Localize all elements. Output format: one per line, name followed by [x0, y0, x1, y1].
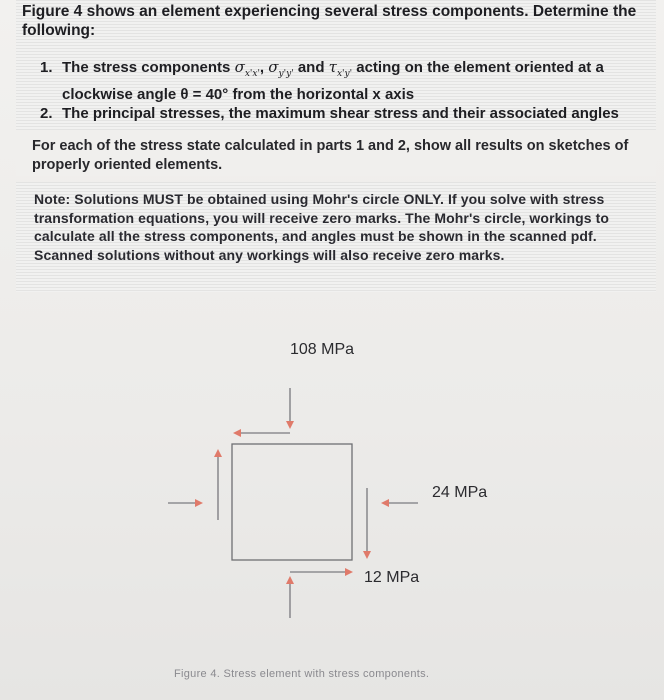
shear-arrow-top	[233, 429, 290, 437]
stress-label-108: 108 MPa	[290, 341, 355, 358]
task-number: 1.	[40, 59, 53, 76]
figure-caption: Figure 4. Stress element with stress components.	[174, 668, 430, 680]
shear-arrow-bottom	[290, 568, 353, 576]
stress-label-24: 24 MPa	[432, 484, 488, 501]
task-text: The principal stresses, the maximum shear stress and their associated angles	[62, 105, 619, 122]
task-conjunction: and	[297, 59, 325, 76]
task-text-continued: acting on the element oriented at a clockwise angle θ = 40° from the horizontal x axis	[62, 59, 604, 103]
stress-element-square	[232, 444, 352, 560]
task-number: 2.	[40, 105, 53, 122]
shear-arrow-left	[214, 449, 222, 520]
task-item-1: 1. The stress components $\sigma_{x'x'}$, $\sigma_{y'y'}$ and $\tau_{x'y'}$ acting on the element oriented at a clockwise angle θ = 40° from the horizontal x axis	[40, 58, 604, 103]
instruction-paragraph: For each of the stress state calculated in parts 1 and 2, show all results on sketches of properly oriented elements.	[32, 138, 629, 173]
tau-xy-symbol: $\tau_{x'y'}$	[328, 58, 353, 79]
sigma-xx-symbol: $\sigma_{x'x'}$	[234, 58, 260, 79]
stress-label-12: 12 MPa	[364, 569, 420, 586]
normal-stress-arrow-top	[286, 388, 294, 429]
sigma-yy-symbol: $\sigma_{y'y'}$	[268, 58, 294, 79]
note-paragraph: Note: Solutions MUST be obtained using Mohr's circle ONLY. If you solve with stress transformation equations, you will receive zero marks. The Mohr's circle, workings to calculate all the stress components, and angles must be shown in the scanned pdf. Scanned solutions without any workings will also receive zero marks.	[34, 191, 610, 263]
task-text: The stress components	[62, 59, 231, 76]
normal-stress-arrow-bottom	[286, 576, 294, 618]
shear-arrow-right	[363, 488, 371, 559]
normal-stress-arrow-right	[381, 499, 418, 507]
problem-heading: Figure 4 shows an element experiencing several stress components. Determine the following:	[22, 3, 637, 39]
normal-stress-arrow-left	[168, 499, 203, 507]
